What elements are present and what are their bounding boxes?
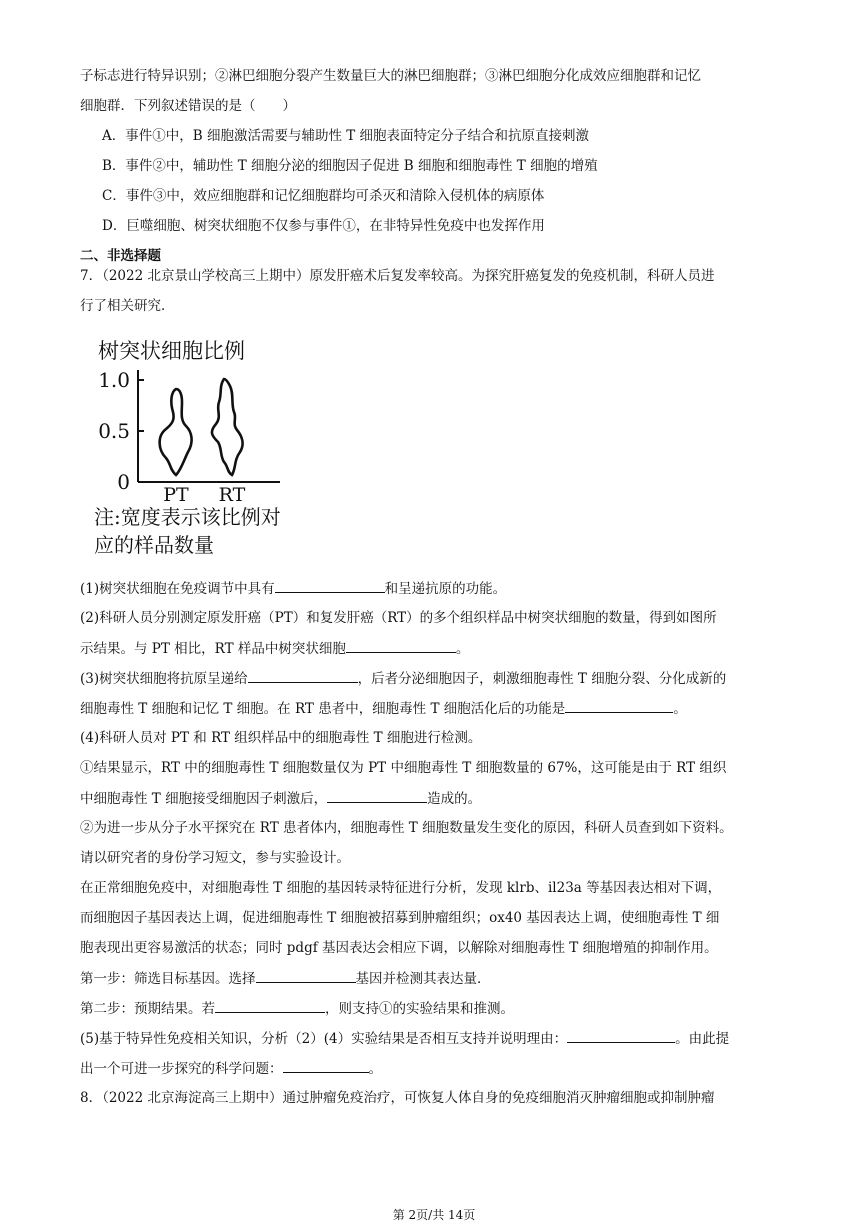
answer-blank[interactable]: [567, 1028, 675, 1043]
answer-blank[interactable]: [565, 698, 673, 713]
part1-line: [80, 578, 792, 599]
section-heading: 二、非选择题: [80, 248, 161, 264]
part4-1-line2: [80, 788, 792, 809]
part4-1-text-end: 造成的。: [427, 791, 482, 807]
option-c: C．事件③中，效应细胞群和记忆细胞群均可杀灭和清除入侵机体的病原体: [102, 188, 545, 204]
part2-line2: [80, 638, 792, 659]
part2-text-end: 。: [455, 641, 470, 657]
question7-intro-line2: 行了相关研究．: [80, 298, 175, 314]
option-d: D．巨噬细胞、树突状细胞不仅参与事件①，在非特异性免疫中也发挥作用: [102, 218, 545, 234]
step1-text-end: 基因并检测其表达量．: [355, 971, 491, 987]
answer-blank[interactable]: [283, 1058, 369, 1073]
part3-text-end: 。: [673, 701, 687, 717]
violin-rt: [212, 379, 243, 475]
material-line1: 在正常细胞免疫中，对细胞毒性 T 细胞的基因转录特征进行分析，发现 klrb、il23a 等基因表达相对下调，: [80, 880, 722, 896]
part5-text-end: 。: [368, 1061, 382, 1077]
y-tick-label: 1.0: [98, 368, 130, 392]
part4-2-line1: ②为进一步从分子水平探究在 RT 患者体内，细胞毒性 T 细胞数量发生变化的原因，科研人员查到如下资料。: [80, 820, 733, 836]
figure-title: 树突状细胞比例: [98, 339, 245, 363]
part3-text2: 细胞毒性 T 细胞和记忆 T 细胞。在 RT 患者中，细胞毒性 T 细胞活化后的功能是: [80, 701, 566, 717]
step2-text: 第二步：预期结果。若: [80, 1001, 215, 1017]
material-line2: 而细胞因子基因表达上调，促进细胞毒性 T 细胞被招募到肿瘤组织；ox40 基因表达上调，使细胞毒性 T 细: [80, 910, 720, 926]
part4-2-line2: 请以研究者的身份学习短文，参与实验设计。: [80, 850, 350, 866]
material-line3: 胞表现出更容易激活的状态；同时 pdgf 基因表达会相应下调，以解除对细胞毒性 T 细胞增殖的抑制作用。: [80, 940, 718, 956]
answer-blank[interactable]: [327, 788, 427, 803]
part5-text2: 出一个可进一步探究的科学问题：: [80, 1061, 283, 1077]
step2-text-end: ，则支持①的实验结果和推测。: [325, 1001, 514, 1017]
step1-line: [80, 968, 792, 989]
part5-text: (5)基于特异性免疫相关知识，分析（2）(4）实验结果是否相互支持并说明理由：: [80, 1031, 568, 1047]
violin-pt: [160, 389, 192, 475]
figure-note-line1: 注:宽度表示该比例对: [94, 505, 281, 529]
y-tick-label: 0.5: [98, 419, 130, 443]
option-a: A．事件①中，B 细胞激活需要与辅助性 T 细胞表面特定分子结合和抗原直接刺激: [102, 128, 590, 144]
chart-axes: [138, 370, 280, 482]
chart-violins: [160, 379, 243, 475]
figure-note-line2: 应的样品数量: [94, 533, 214, 557]
part3-line2: [80, 698, 792, 719]
answer-blank[interactable]: [275, 578, 385, 593]
answer-blank[interactable]: [215, 998, 325, 1013]
question6-stem-line1: 子标志进行特异识别；②淋巴细胞分裂产生数量巨大的淋巴细胞群；③淋巴细胞分化成效应细胞群和记忆: [80, 68, 701, 84]
category-label-rt: RT: [218, 484, 246, 506]
part4-1-text: 中细胞毒性 T 细胞接受细胞因子刺激后，: [80, 791, 328, 807]
part2-text: 示结果。与 PT 相比，RT 样品中树突状细胞: [80, 641, 346, 657]
y-tick-label: 0: [117, 470, 130, 494]
part3-text-cont: ，后者分泌细胞因子，刺激细胞毒性 T 细胞分裂、分化成新的: [357, 671, 727, 687]
answer-blank[interactable]: [248, 668, 358, 683]
part1-text-end: 和呈递抗原的功能。: [384, 581, 507, 597]
dendritic-cell-violin-figure: [92, 332, 342, 564]
part2-line1: (2)科研人员分别测定原发肝癌（PT）和复发肝癌（RT）的多个组织样品中树突状细胞的数量，得到如图所: [80, 610, 717, 626]
part1-text: (1)树突状细胞在免疫调节中具有: [80, 581, 275, 597]
question6-stem-line2: 细胞群．下列叙述错误的是（ ）: [80, 98, 296, 114]
part4-intro: (4)科研人员对 PT 和 RT 组织样品中的细胞毒性 T 细胞进行检测。: [80, 730, 482, 746]
answer-blank[interactable]: [346, 638, 456, 653]
part3-text: (3)树突状细胞将抗原呈递给: [80, 671, 248, 687]
step2-line: [80, 998, 792, 1019]
answer-blank[interactable]: [256, 968, 356, 983]
page-number: 第 2页/共 14页: [392, 1208, 476, 1222]
option-b: B．事件②中，辅助性 T 细胞分泌的细胞因子促进 B 细胞和细胞毒性 T 细胞的增殖: [102, 158, 598, 174]
part3-line1: [80, 668, 792, 689]
part5-line2: [80, 1058, 792, 1079]
question8-line1: 8．（2022 北京海淀高三上期中）通过肿瘤免疫治疗，可恢复人体自身的免疫细胞消灭肿瘤细胞或抑制肿瘤: [80, 1090, 715, 1106]
step1-text: 第一步：筛选目标基因。选择: [80, 971, 256, 987]
category-label-pt: PT: [163, 484, 189, 506]
part5-text-cont: 。由此提: [675, 1031, 730, 1047]
part5-line1: [80, 1028, 792, 1049]
part4-1-line1: ①结果显示，RT 中的细胞毒性 T 细胞数量仅为 PT 中细胞毒性 T 细胞数量的 67%，这可能是由于 RT 组织: [80, 760, 727, 776]
chart-category-labels: [163, 484, 245, 506]
question7-intro-line1: 7．（2022 北京景山学校高三上期中）原发肝癌术后复发率较高。为探究肝癌复发的免疫机制，科研人员进: [80, 268, 715, 284]
